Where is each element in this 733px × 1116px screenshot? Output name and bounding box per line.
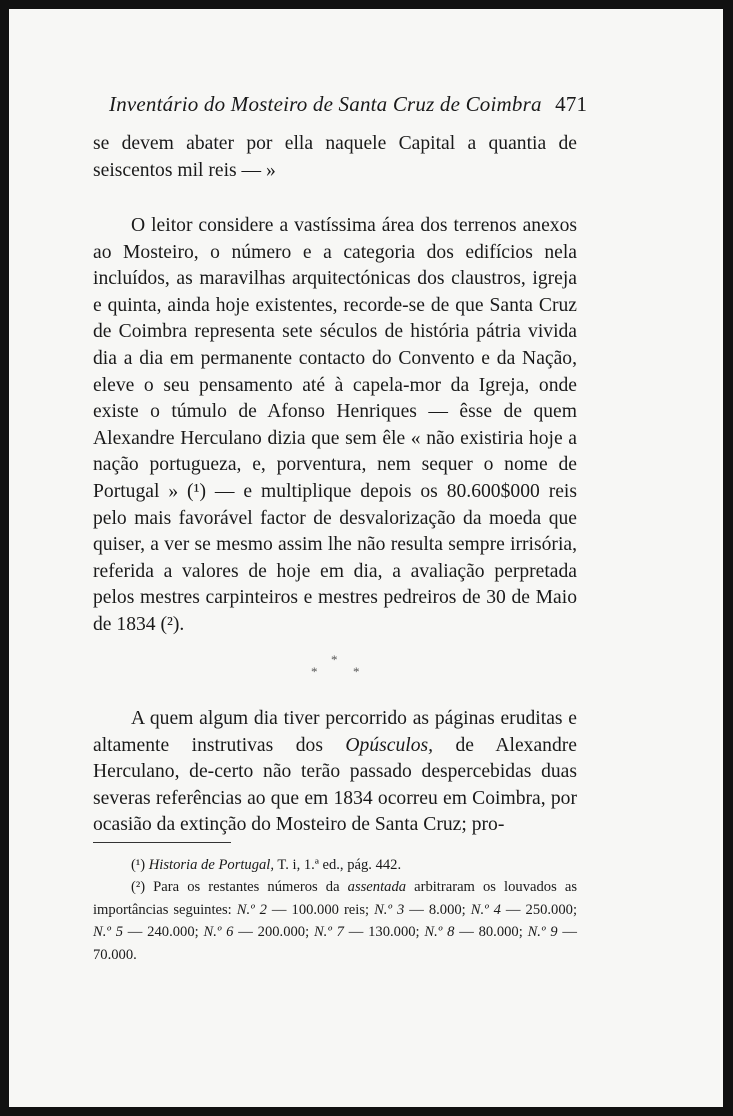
section-separator — [300, 652, 370, 682]
footnote-2-v5: — 240.000; — [123, 924, 204, 941]
footnote-2-n6: N.º 6 — [203, 924, 234, 941]
footnotes — [93, 854, 577, 966]
footnote-2-n9: N.º 9 — [527, 924, 558, 941]
footnote-2-mark: (²) Para os restantes números da — [131, 879, 348, 896]
running-title: Inventário do Mosteiro de Santa Cruz de Coimbra — [109, 92, 542, 116]
paragraph-3-part-a: A quem algum dia tiver percorrido as páginas eruditas e altamente instrutivas dos — [93, 708, 577, 756]
footnote-2-v2: — 100.000 reis; — [266, 901, 375, 918]
paragraph-3-block — [93, 706, 577, 839]
footnote-2-n3: N.º 3 — [374, 901, 405, 918]
paragraph-2-part-a: O leitor considere a vastíssima área dos terrenos anexos ao Mosteiro, o número e a categoria dos edifícios nela incluídos, as maravilhas arquitectónicas dos claustros, igreja e quinta, ainda hoje existentes, recorde-se de que Santa Cruz de Coimbra representa sete séculos de história pátria vivida dia a dia em permanente contacto do Convento e da Nação, eleve o seu pensamento até à capela-mor da Igreja, onde existe o túmulo de Afonso Henriques — êsse de quem Alexandre Herculano dizia que sem êle « não existiria hoje a nação portugueza, e, porventura, nem sequer o nome de Portugal » — [93, 215, 577, 502]
footnote-2-v8: — 80.000; — [454, 924, 528, 941]
footnote-1-title: Historia de Portugal, — [148, 857, 275, 873]
separator-star-left: * — [311, 664, 318, 679]
footnote-2-v3: — 8.000; — [404, 901, 471, 918]
footnote-2-intro: arbitraram os louvados as importâncias seguintes: — [93, 879, 577, 918]
footnote-2-v9: — 70.000. — [93, 924, 577, 963]
page-number: 471 — [555, 92, 588, 116]
footnote-2-term: assentada — [347, 879, 407, 896]
separator-star-right: * — [353, 664, 360, 679]
footnote-1-rest: T. i, 1.ª ed., pág. 442. — [274, 857, 402, 873]
footnote-2-n2: N.º 2 — [236, 901, 267, 918]
paragraph-2-block — [93, 213, 577, 639]
footnote-1 — [93, 854, 577, 876]
footnote-2-v6: — 200.000; — [233, 924, 314, 941]
footnote-2-n7: N.º 7 — [313, 924, 344, 941]
separator-star-top: * — [331, 652, 338, 667]
paragraph-1: se devem abater por ella naquele Capital a quantia de seiscentos mil reis — » — [93, 133, 577, 181]
footnote-2-n8: N.º 8 — [424, 924, 455, 941]
footnote-ref-2: (²). — [160, 613, 185, 635]
book-title-opusculos: Opúsculos, — [345, 734, 434, 756]
footnote-2-n5: N.º 5 — [93, 924, 123, 941]
footnote-1-mark: (¹) — [131, 857, 149, 873]
footnote-2-v7: — 130.000; — [343, 924, 425, 941]
footnote-2-n4: N.º 4 — [470, 901, 501, 918]
paragraph-3 — [93, 706, 577, 839]
footnote-2 — [93, 876, 577, 966]
footnote-rule — [93, 842, 231, 843]
footnote-2-v4: — 250.000; — [500, 901, 577, 918]
footnote-ref-1: (¹) — [187, 480, 206, 502]
paragraph-2-part-b: — e multiplique depois os 80.600$000 reis pelo mais favorável factor de desvalorização da moeda que quiser, a ver se mesmo assim lhe não resulta sempre irrisória, referida a valores de hoje em dia, a avaliação perpretada pelos mestres carpinteiros e mestres pedreiros de 30 de Maio de 1834 — [93, 480, 577, 635]
running-header — [109, 92, 589, 117]
paragraph-3-part-b: de Alexandre Herculano, de-certo não terão passado despercebidas duas severas referências ao que em 1834 ocorreu em Coimbra, por ocasião da extinção do Mosteiro de Santa Cruz; pro- — [93, 734, 577, 836]
paragraph-continuation — [93, 131, 577, 184]
paragraph-2 — [93, 213, 577, 639]
